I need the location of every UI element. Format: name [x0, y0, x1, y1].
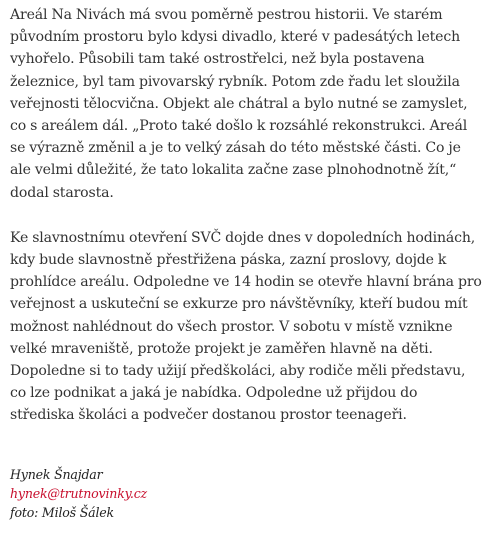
article-credits	[10, 465, 482, 522]
article-paragraph-history: Areál Na Nivách má svou poměrně pestrou historii. Ve starém původním prostoru bylo kdysi divadlo, které v padesátých letech vyhořelo. Působili tam také ostrostřelci, než byla postavena železnice, byl tam pivovarský rybník. Potom zde řadu let sloužila veřejnosti tělocvična. Objekt ale chátral a bylo nutné se zamyslet, co s areálem dál. „Proto také došlo k rozsáhlé rekonstrukci. Areál se výrazně změnil a je to velký zásah do této městské části. Co je ale velmi důležité, že tato lokalita začne zase plnohodnotně žít,“ dodal starosta.	[10, 7, 468, 201]
author-email-line	[10, 484, 482, 503]
article-paragraph-opening: Ke slavnostnímu otevření SVČ dojde dnes v dopoledních hodinách, kdy bude slavnostně přestřižena páska, zazní proslovy, dojde k prohlídce areálu. Odpoledne ve 14 hodin se otevře hlavní brána pro veřejnost a uskuteční se exkurze pro návštěvníky, kteří budou mít možnost nahlédnout do všech prostor. V sobotu v místě vznikne velké mraveniště, protože projekt je zaměřen hlavně na děti. Dopoledne si to tady užijí předškoláci, aby rodiče měli představu, co lze podnikat a jaká je nabídka. Odpoledne už přijdou do střediska školáci a podvečer dostanou prostor teenageři.	[10, 229, 482, 424]
photo-credit: foto: Miloš Šálek	[10, 504, 114, 520]
author-name: Hynek Šnajdar	[10, 466, 103, 482]
article-body	[10, 4, 482, 522]
author-email-link[interactable]: hynek@trutnovinky.cz	[10, 485, 147, 501]
